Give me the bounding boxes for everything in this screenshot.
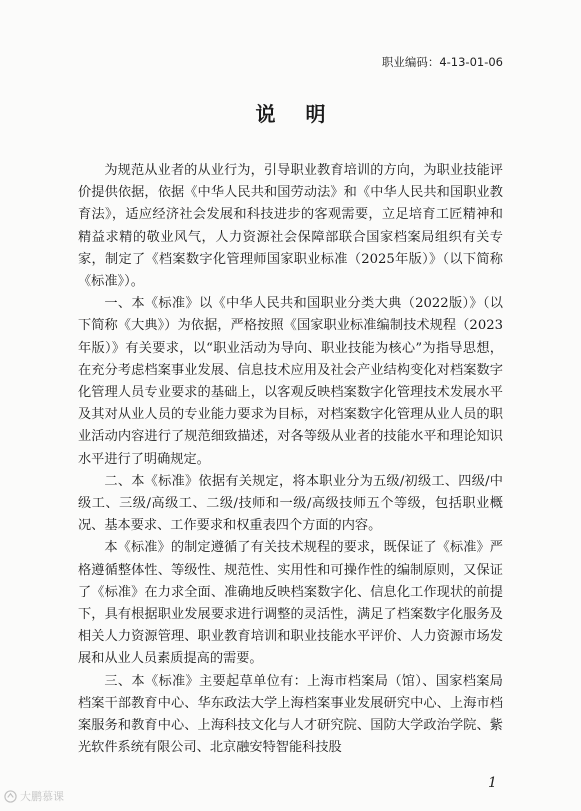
page-number: 1 (488, 775, 497, 791)
watermark (4, 788, 64, 804)
paragraph-section-2: 二、本《标准》依据有关规定，将本职业分为五级/初级工、四级/中级工、三级/高级工、二级/技师和一级/高级技师五个等级，包括职业概况、基本要求、工作要求和权重表四个方面的内容。 (78, 473, 503, 534)
body-text (78, 160, 503, 759)
occupation-code: 职业编码：4-13-01-06 (381, 55, 503, 69)
paragraph-section-3: 三、本《标准》主要起草单位有：上海市档案局（馆）、国家档案局档案干部教育中心、华东政法大学上海档案事业发展研究中心、上海市档案服务和教育中心、上海科技文化与人才研究院、国防大学政治学院、紫光软件系统有限公司、北京融安特智能科技股 (78, 673, 503, 756)
paragraph-section-2-cont: 本《标准》的制定遵循了有关技术规程的要求，既保证了《标准》严格遵循整体性、等级性、规范性、实用性和可操作性的编制原则，又保证了《标准》在力求全面、准确地反映档案数字化、信息化工作现状的前提下，具有根据职业发展要求进行调整的灵活性，满足了档案数字化服务及相关人力资源管理、职业教育培训和职业技能水平评价、人力资源市场发展和从业人员素质提高的需要。 (78, 540, 503, 667)
paragraph-intro: 为规范从业者的从业行为，引导职业教育培训的方向，为职业技能评价提供依据，依据《中华人民共和国劳动法》和《中华人民共和国职业教育法》，适应经济社会发展和科技进步的客观需要，立足培育工匠精神和精益求精的敬业风气，人力资源社会保障部联合国家档案局组织有关专家，制定了《档案数字化管理师国家职业标准（2025年版）》（以下简称《标准》）。 (78, 163, 503, 290)
app-logo-icon (4, 790, 17, 803)
page-title: 说明 (255, 102, 356, 126)
paragraph-section-1: 一、本《标准》以《中华人民共和国职业分类大典（2022版）》（以下简称《大典》）为依据，严格按照《国家职业标准编制技术规程（2023年版）》有关要求，以“职业活动为导向、职业技能为核心”为指导思想，在充分考虑档案事业发展、信息技术应用及社会产业结构变化对档案数字化管理人员专业要求的基础上，以客观反映档案数字化管理技术发展水平及其对从业人员的专业能力要求为目标，对档案数字化管理从业人员的职业活动内容进行了规范细致描述，对各等级从业者的技能水平和理论知识水平进行了明确规定。 (78, 296, 503, 467)
watermark-text: 大鹏慕课 (20, 790, 64, 803)
